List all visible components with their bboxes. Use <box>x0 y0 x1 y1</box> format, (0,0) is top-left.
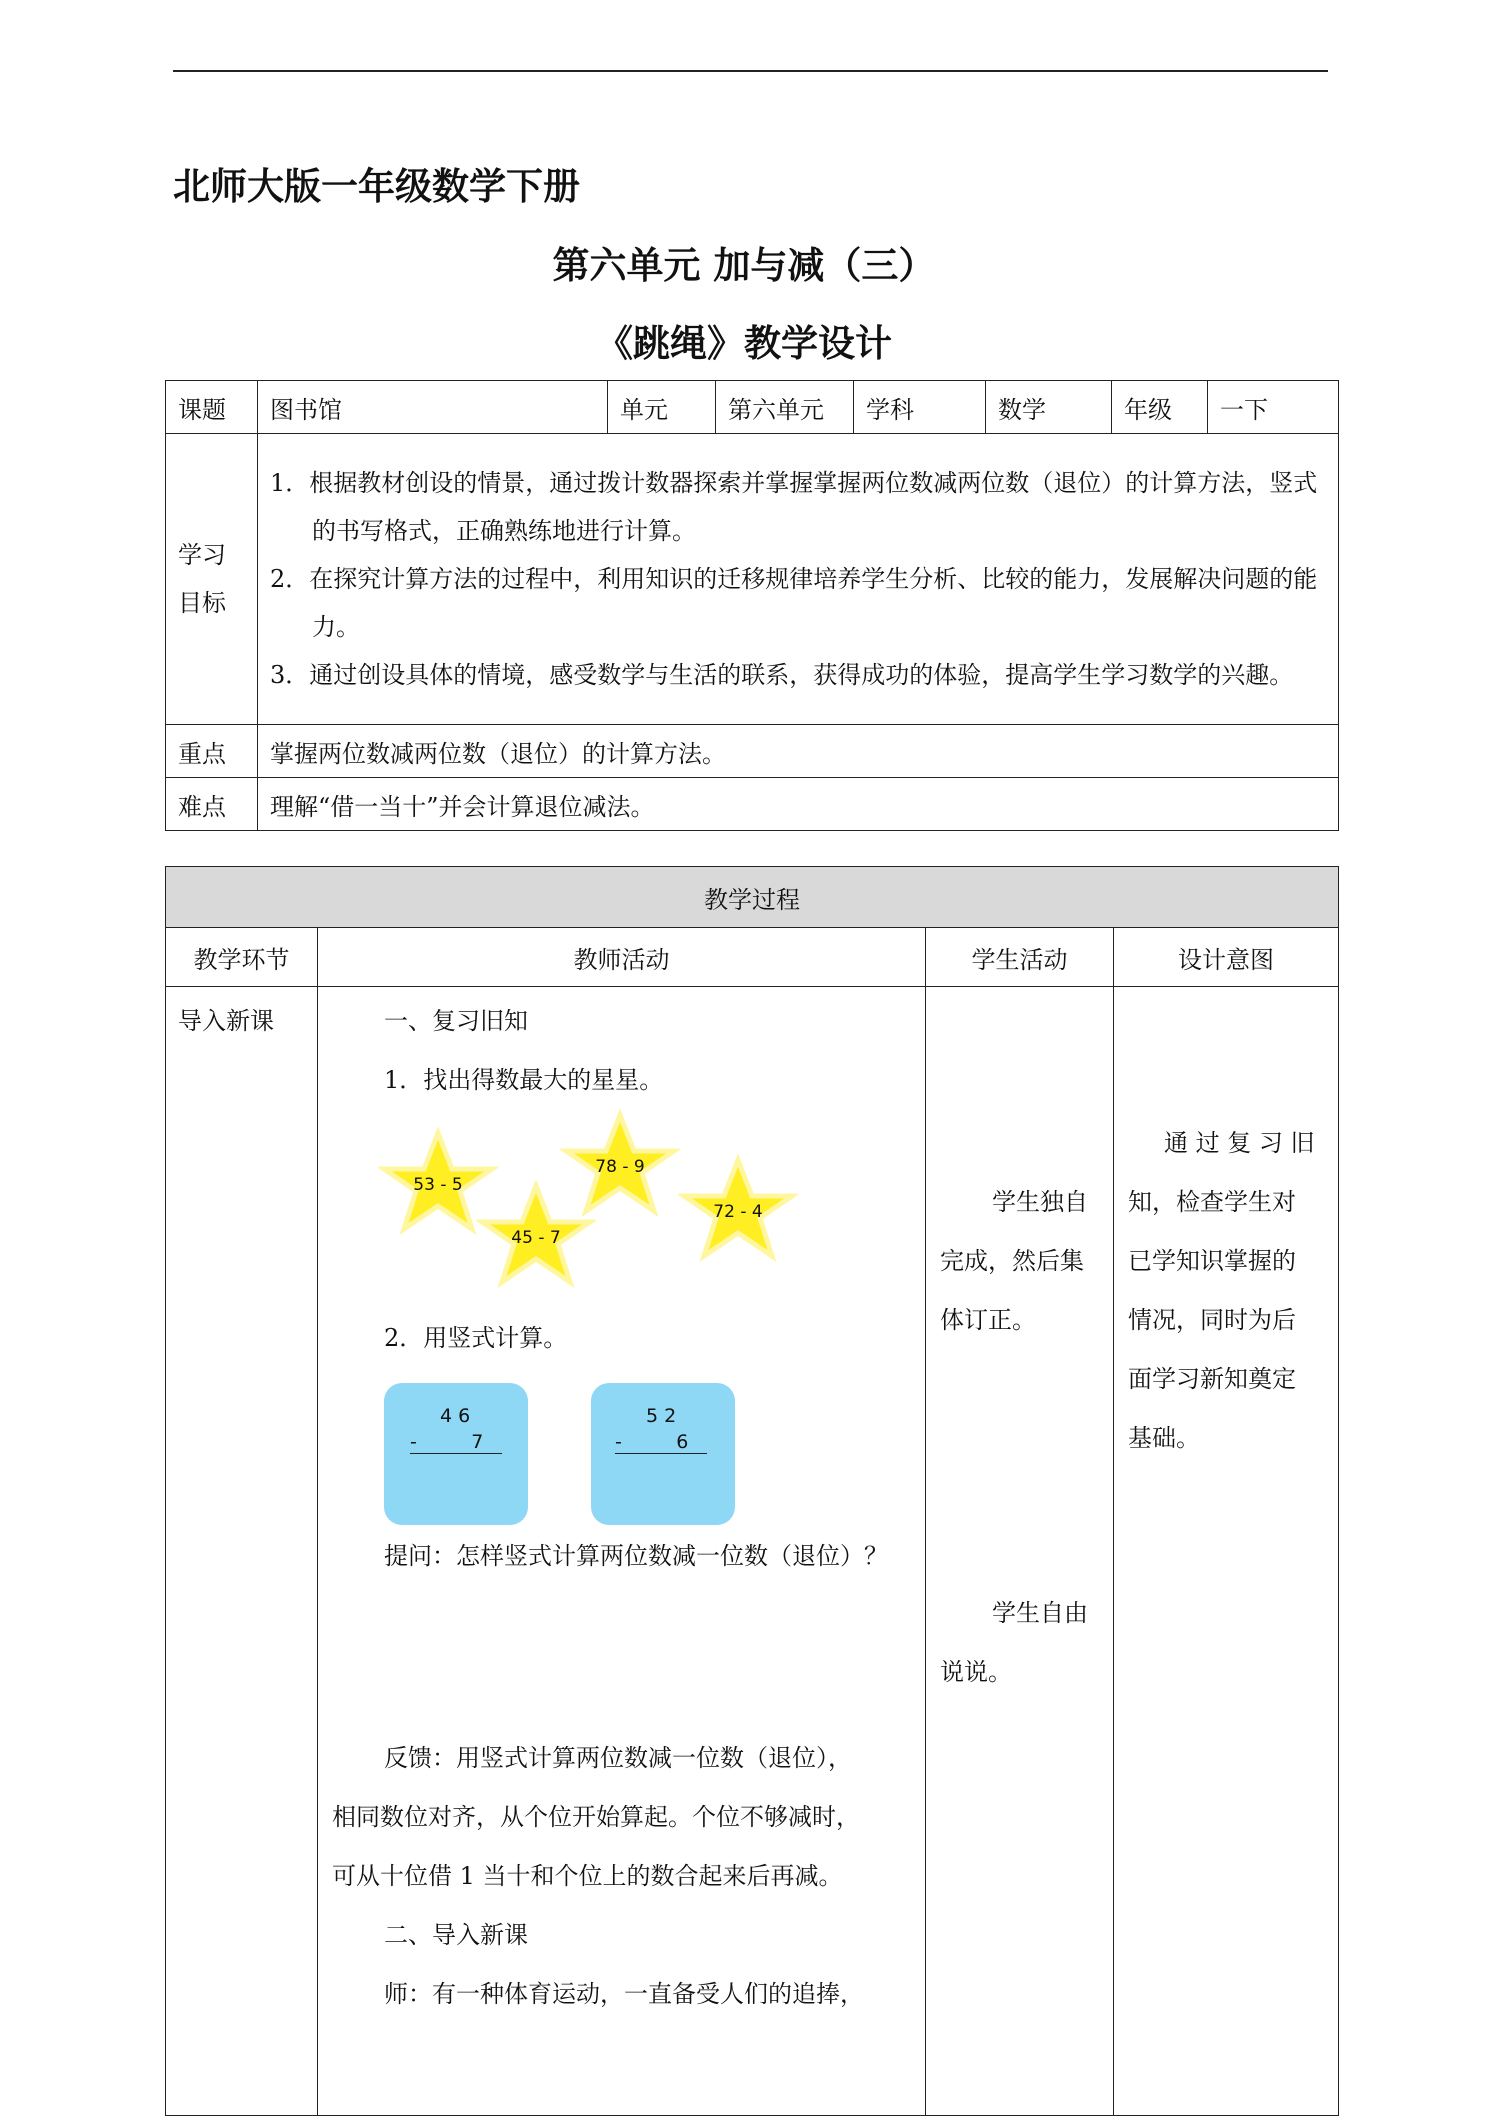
subject-value: 数学 <box>986 381 1112 434</box>
feedback-line: 反馈：用竖式计算两位数减一位数（退位）， <box>384 1744 852 1772</box>
header-rule <box>173 70 1328 72</box>
student-line: 体订正。 <box>940 1306 1036 1334</box>
topic-value: 图书馆 <box>258 381 608 434</box>
key-value: 掌握两位数减两位数（退位）的计算方法。 <box>258 725 1339 778</box>
intent-line: 知，检查学生对 <box>1128 1188 1296 1216</box>
goals-label-line-1: 学习 <box>178 541 226 569</box>
calc-2-bottom: - 6 <box>615 1431 707 1454</box>
unit-label: 单元 <box>608 381 716 434</box>
teacher-activity-cell <box>318 987 926 2116</box>
info-table <box>165 380 1339 831</box>
star-label: 45 - 7 <box>511 1228 561 1248</box>
stage-cell <box>166 987 318 2116</box>
unit-title: 第六单元 加与减（三） <box>552 244 936 287</box>
grade-value: 一下 <box>1208 381 1339 434</box>
goal-item: 1．根据教材创设的情景，通过拨计数器探索并掌握掌握两位数减两位数（退位）的计算方法，竖式的书写格式，正确熟练地进行计算。 <box>270 469 1318 545</box>
review-heading: 一、复习旧知 <box>384 1007 528 1035</box>
stage-name: 导入新课 <box>178 1007 274 1035</box>
teacher-says: 师：有一种体育运动，一直备受人们的追捧， <box>384 1980 864 2008</box>
student-activity-cell <box>926 987 1114 2116</box>
goals-list <box>258 434 1339 725</box>
intent-line: 已学知识掌握的 <box>1128 1247 1296 1275</box>
calc-1-top: 4 6 <box>440 1405 471 1427</box>
process-title: 教学过程 <box>166 867 1339 928</box>
goals-label-line-2: 目标 <box>178 589 226 617</box>
star-label: 78 - 9 <box>595 1157 645 1177</box>
intent-line: 通 过 复 习 旧 <box>1164 1129 1315 1157</box>
subject-label: 学科 <box>854 381 986 434</box>
student-line: 说说。 <box>940 1658 1012 1686</box>
design-intent-cell <box>1114 987 1339 2116</box>
process-table <box>165 866 1339 2116</box>
topic-label: 课题 <box>166 381 258 434</box>
book-title: 北师大版一年级数学下册 <box>173 165 580 208</box>
student-line: 学生自由 <box>992 1599 1088 1627</box>
lesson-title: 《跳绳》教学设计 <box>596 322 892 365</box>
unit-value: 第六单元 <box>716 381 854 434</box>
feedback-line: 可从十位借 1 当十和个位上的数合起来后再减。 <box>332 1862 843 1890</box>
goals-label <box>166 434 258 725</box>
intent-line: 基础。 <box>1128 1424 1200 1452</box>
col-intent: 设计意图 <box>1114 928 1339 987</box>
feedback-line: 相同数位对齐，从个位开始算起。个位不够减时， <box>332 1803 860 1831</box>
question-3: 提问：怎样竖式计算两位数减一位数（退位）？ <box>384 1542 888 1570</box>
star-label: 72 - 4 <box>713 1202 763 1222</box>
intent-line: 情况，同时为后 <box>1128 1306 1296 1334</box>
star-label: 53 - 5 <box>413 1175 463 1195</box>
intent-line: 面学习新知奠定 <box>1128 1365 1296 1393</box>
difficulty-value: 理解“借一当十”并会计算退位减法。 <box>258 778 1339 831</box>
calc-2-top: 5 2 <box>646 1405 677 1427</box>
col-student: 学生活动 <box>926 928 1114 987</box>
goal-item: 2．在探究计算方法的过程中，利用知识的迁移规律培养学生分析、比较的能力，发展解决问题的能力。 <box>270 565 1318 641</box>
goal-item: 3．通过创设具体的情境，感受数学与生活的联系，获得成功的体验，提高学生学习数学的兴趣。 <box>270 661 1294 689</box>
grade-label: 年级 <box>1112 381 1208 434</box>
intro-heading: 二、导入新课 <box>384 1921 528 1949</box>
calc-1-bottom: - 7 <box>410 1431 502 1454</box>
question-1: 1．找出得数最大的星星。 <box>384 1066 664 1094</box>
student-line: 学生独自 <box>992 1188 1088 1216</box>
difficulty-label: 难点 <box>166 778 258 831</box>
col-stage: 教学环节 <box>166 928 318 987</box>
question-2: 2．用竖式计算。 <box>384 1324 568 1352</box>
key-label: 重点 <box>166 725 258 778</box>
col-teacher: 教师活动 <box>318 928 926 987</box>
student-line: 完成，然后集 <box>940 1247 1084 1275</box>
